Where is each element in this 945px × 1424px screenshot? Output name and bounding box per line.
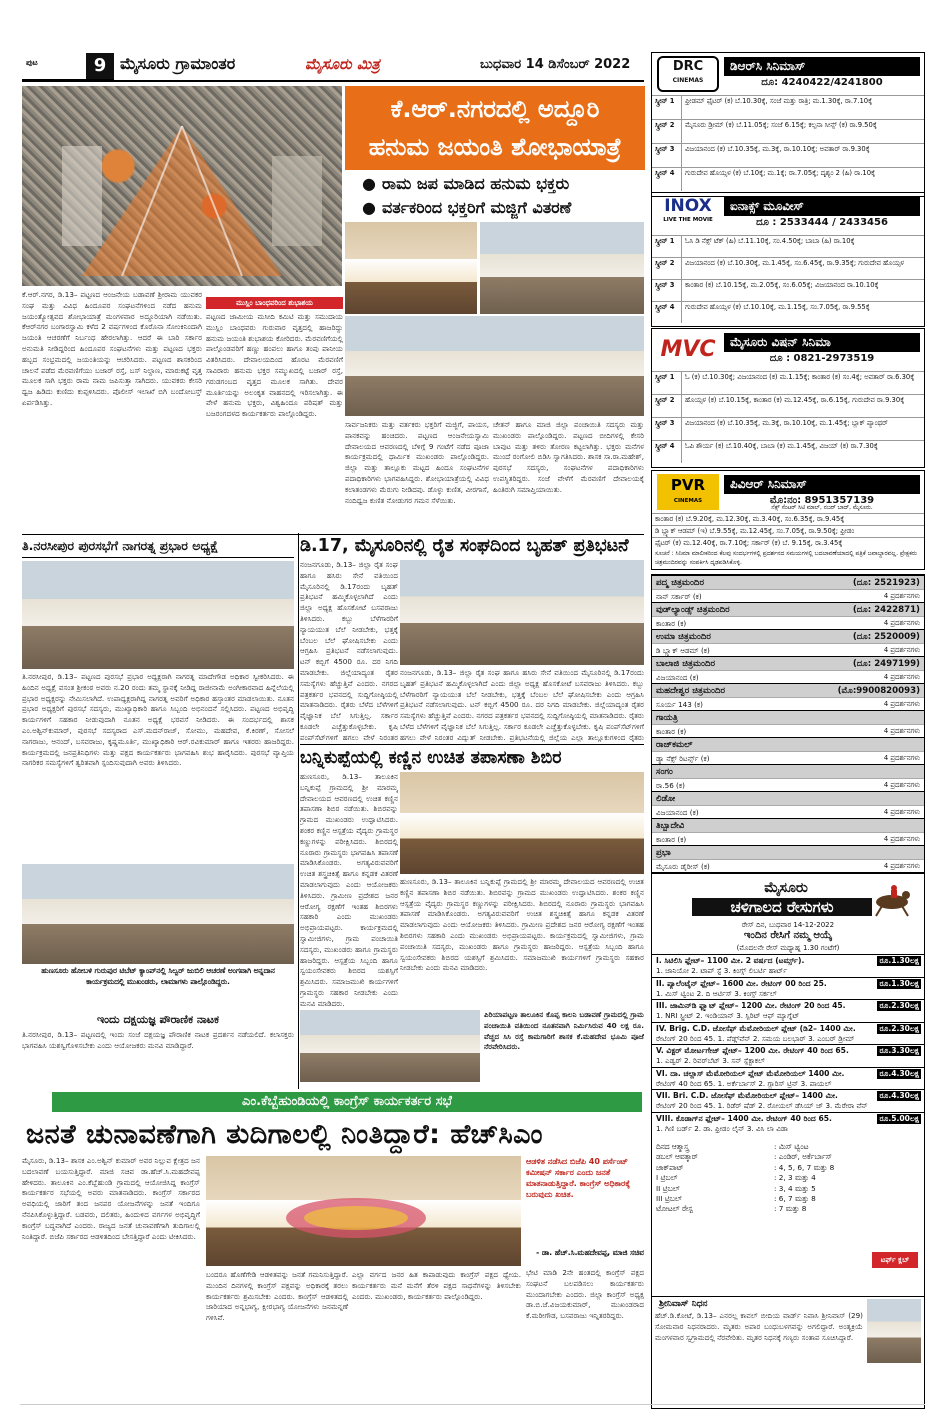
drc-logo-text: DRC <box>672 59 704 74</box>
cinema-pvr <box>651 470 925 570</box>
schedule-row: ಸ್ಕ್ರೀನ್ 2 ವಿಜಯಾನಂದ (ಕ) ಬೆ.10.30ಕ್ಕೆ, ಮ.1.45ಕ್ಕೆ, ಸಂ.6.45ಕ್ಕೆ, ರಾ.9.35ಕ್ಕೆ; ಗುರುದೇವ ಹೊಯ್ಸಳ <box>652 257 924 279</box>
story5-headline: ಇಂದು ದಕ್ಷಯಜ್ಞ ಪೌರಾಣಿಕ ನಾಟಕ <box>97 1013 219 1026</box>
bottom-body-col2: ಬಂದರೂ ಹೊಣೆಗೇಡಿ ಆಡಳಿತವನ್ನು ಜನತೆ ಗಮನಿಸುತ್ತಿದ್ದಾರೆ. ಮುಂದಿನ ದಿನಗಳಲ್ಲಿ ಕಾಂಗ್ರೆಸ್ ಪಕ್ಷವನ್ನು ಅಧಿಕಾರಕ್ಕೆ ತರಲು ಕಾರ್ಯಕರ್ತರು ಶ್ರಮಿಸಬೇಕು ಎಂದರು. ಕಾಂಗ್ರೆಸ್ ಆಡಳಿತದಲ್ಲಿ ಜಾರಿಯಾದ ಅನ್ನಭಾಗ್ಯ, ಕ್ಷೀರಭಾಗ್ಯ ಯೋಜನೆಗಳು ಜನಮನ್ನಣೆ ಗಳಿಸಿವೆ. <box>206 1270 348 1323</box>
race-tip-row: ದಿನದ ಆತ್ಮಾಸ್ತ್ರ : ಮಿಸ್ ಟ್ವಿಂಟ <box>656 1142 809 1151</box>
schedule-row: ಸ್ಕ್ರೀನ್ 4 ಗುರುದೇವ ಹೊಯ್ಸಳ (ಕ) ಬೆ.10ಕ್ಕೆ; ಮ.1ಕ್ಕೆ; ರಾ.7.05ಕ್ಕೆ; ದೃಶ್ಯಂ 2 (ಹಿ) ರಾ.10ಕ್ಕೆ <box>652 167 924 191</box>
race-row: IV. Brig. C.D. ಜೋಸೆಫ್ ಮೆಮೋರಿಯಲ್ ಪ್ಲೇಟ್ (ಡಿ2– 1400 ಮೀ. ರೇಟಿಂಗ್ 20 ರಿಂದ 45. 1. ಪೆಡ್ಲ್‌ವೆನ್ 2. ಸಮಯ ಬಲಭಾರ್ 3. ಎಂಬರ್ ಡ್ರೀಮ್ ರೂ.2.30ಲಕ್ಷ <box>652 1022 924 1045</box>
header-rule <box>22 80 644 82</box>
race-banner: ಇಂದಿನ ರೇಸಿಗೆ ನಮ್ಮ ಆಯ್ಕೆ <box>743 930 833 941</box>
bottom-quote-attribution: - ಡಾ. ಹೆಚ್.ಸಿ.ಮಹದೇವಪ್ಪ, ಮಾಜಿ ಸಚಿವ <box>536 1248 644 1257</box>
inox-schedule <box>652 235 924 323</box>
lead-body-col4: ಚೇತನ್ ಹಾಗೂ ಮಾಜಿ ಜಿಲ್ಲಾ ಪಂಚಾಯಿತಿ ಸದಸ್ಯರು ಮತ್ತು ಮುಖಂಡರು ಪಾಲ್ಗೊಂಡಿದ್ದರು. ಪಟ್ಟಣದ ಬೀದಿಗಳಲ್ಲಿ ಕೇಸರಿ ಬಾವುಟ ಮತ್ತು ತಳಿರು ತೋರಣ ಕಟ್ಟಲಾಗಿತ್ತು. ಭಕ್ತರು ಮನೆಗಳ ಮುಂದೆ ರಂಗೋಲಿ ಬಿಡಿಸಿ ಸ್ವಾಗತಿಸಿದರು. ಶಾಸಕ ಸಾ.ರಾ.ಮಹೇಶ್, ಪುರಸಭೆ ಸದಸ್ಯರು, ಸಂಘಟನೆಗಳ ಪದಾಧಿಕಾರಿಗಳು ಉಪಸ್ಥಿತರಿದ್ದರು. ಸಂಜೆ ವೇಳೆಗೆ ಮೆರವಣಿಗೆ ದೇವಾಲಯಕ್ಕೆ ಹಿಂತಿರುಗಿ ಸಮಾಪ್ತಿಯಾಯಿತು. <box>493 420 644 494</box>
lead-bullet-2: ● ವರ್ತಕರಿಂದ ಭಕ್ತರಿಗೆ ಮಜ್ಜಿಗೆ ವಿತರಣೆ <box>362 196 644 220</box>
mvc-name: ಮೈಸೂರು ವಿಷನ್ ಸಿನಿಮಾ <box>724 333 920 352</box>
lead-photo-group <box>480 222 644 314</box>
race-badge: ಟರ್ಫ್ ಕ್ಲಬ್ <box>872 1252 918 1268</box>
bottom-body-col3: ಎಲ್ಲಾ ವರ್ಗದ ಜನರ ಹಿತ ಕಾಪಾಡುವುದು ಕಾಂಗ್ರೆಸ್ ಪಕ್ಷದ ಧ್ಯೇಯ. ಕಾರ್ಯಕರ್ತರು ಮನೆ ಮನೆಗೆ ತೆರಳಿ ಪಕ್ಷದ ಸಾಧನೆಗಳನ್ನು ತಿಳಿಸಬೇಕು ಎಂದರು. ಮುಖಂಡರು, ಕಾರ್ಯಕರ್ತರು ಪಾಲ್ಗೊಂಡಿದ್ದರು. <box>352 1270 521 1301</box>
story5-body: ತಿ.ನರಸೀಪುರ, ಡಿ.13– ಪಟ್ಟಣದಲ್ಲಿ ಇಂದು ಸಂಜೆ ದಕ್ಷಯಜ್ಞ ಪೌರಾಣಿಕ ನಾಟಕ ಪ್ರದರ್ಶನ ನಡೆಯಲಿದೆ. ಕಲಾಸಕ್ತರು ಭಾಗವಹಿಸಿ ಯಶಸ್ವಿಗೊಳಿಸಬೇಕು ಎಂದು ಆಯೋಜಕರು ಮನವಿ ಮಾಡಿದ್ದಾರೆ. <box>22 1030 294 1050</box>
bottom-photo <box>206 1156 521 1266</box>
race-tip-row: II ಟ್ರಿಬಲ್ : 3, 4 ಮತ್ತು 5 <box>656 1183 816 1193</box>
bottom-body-col4: ಭೇಟಿ ಮಾಡಿ 2ನೇ ಹಂತದಲ್ಲಿ ಕಾಂಗ್ರೆಸ್ ಪಕ್ಷದ ಸಂಘಟನೆ ಬಲಪಡಿಸಲು ಕಾರ್ಯಕರ್ತರು ಮುಂದಾಗಬೇಕು ಎಂದರು. ಜಿಲ್ಲಾ ಕಾಂಗ್ರೆಸ್ ಅಧ್ಯಕ್ಷ ಡಾ.ಬಿ.ಜೆ.ವಿಜಯಕುಮಾರ್, ಮುಖಂಡರಾದ ಕೆ.ಮರೀಗೌಡ, ಬಸವರಾಜು ಇನ್ನಿತರರಿದ್ದರು. <box>526 1268 644 1321</box>
story2-photo <box>22 561 294 669</box>
issue-date: ಬುಧವಾರ 14 ಡಿಸೆಂಬರ್ 2022 <box>480 57 631 72</box>
mvc-phone: ದೂ : 0821-2973519 <box>769 353 875 364</box>
garland-decoration <box>206 1156 521 1266</box>
race-list <box>652 954 924 1134</box>
drc-name: ಡಿಆರ್‌ಸಿ ಸಿನಿಮಾಸ್ <box>724 57 920 76</box>
schedule-row: ಸ್ಕ್ರೀನ್ 4 ಗುರುದೇವ ಹೊಯ್ಸಳ (ಕ) ಬೆ.10.10ಕ್ಕೆ, ಮ.1.15ಕ್ಕೆ, ಸಂ.7.05ಕ್ಕೆ, ರಾ.9.55ಕ್ಕೆ <box>652 301 924 323</box>
cinema-disclaimer: ಸೂಚನೆ : ಸಿನಿಮಾ ಮಾಲೀಕರಿಂದ ಕೆಲವು ಸಂದರ್ಭಗಳಲ್ಲಿ ಪ್ರದರ್ಶನದ ಸಮಯಗಳಲ್ಲಿ ಬದಲಾವಣೆಯಾದಲ್ಲಿ ಪತ್ರಿಕೆ ಜವಾಬ್ದಾರವಲ್ಲ. ಪ್ರೇಕ್ಷಕರು ಚಿತ್ರಮಂದಿರವನ್ನು ಸಂಪರ್ಕಿಸಿ ದೃಢಪಡಿಸಿಕೊಳ್ಳಿ. <box>655 550 918 566</box>
race-tip-row: ಟೋಟಲ್ ರೇಸ್ಟ : 7 ಮತ್ತು 8 <box>656 1204 807 1214</box>
theatre-list <box>651 574 925 873</box>
mvc-logo: MVC <box>660 337 716 362</box>
lead-bullets <box>362 172 644 220</box>
schedule-row: ಸ್ಕ್ರೀನ್ 3 ವಿಜಯಾನಂದ (ಕ) ಬೆ.10.35ಕ್ಕೆ, ಮ.3ಕ್ಕೆ, ರಾ.10.10ಕ್ಕೆ; ಅವತಾರ್ ರಾ.9.30ಕ್ಕೆ <box>652 143 924 167</box>
story2-rule <box>22 557 294 558</box>
story4-photo-stage <box>400 772 644 874</box>
lead-subhead: ಮುಸ್ಲಿಂ ಬಾಂಧವರಿಂದ ಶುಭಾಶಯ <box>206 297 343 309</box>
story4-headline: ಬನ್ನಿಕುಪ್ಪೆಯಲ್ಲಿ ಕಣ್ಣಿನ ಉಚಿತ ತಪಾಸಣಾ ಶಿಬಿರ <box>300 748 562 768</box>
race-row: VII. Bri. C.D. ಜೋಸೆಫ್ ಮೆಮೋರಿಯಲ್ ಪ್ಲೇಟ್– 1400 ಮೀ. ರೇಟಿಂಗ್ 20 ರಿಂದ 45. 1. ರಿಡೆರ್ ಷೆಡ್ 2. ರೋಯಲ್ ಡೆಸಿಯ್ ಜ್ 3. ಮೆರೇರಾ ವೆನ್ ರೂ.4.30ಲಕ್ಷ <box>652 1089 924 1112</box>
schedule-row: ಸ್ಕ್ರೀನ್ 2 ಹೊಯ್ಸಳ (ಕ) ಬೆ.10.15ಕ್ಕೆ, ಕಾಂತಾರ (ಕ) ಮ.12.45ಕ್ಕೆ, ರಾ.6.15ಕ್ಕೆ, ಗುರುದೇವ ರಾ.9.30ಕ್ಕೆ <box>652 394 924 417</box>
schedule-row: ಸ್ಕ್ರೀನ್ 1 ಫ್ರೀಡಮ್ ಫೈಟರ್ (ಕ) ಬೆ.10.30ಕ್ಕೆ, ಸಂಜೆ ಮತ್ತು ರಾತ್ರಿ; ಮ.1.30ಕ್ಕೆ, ರಾ.7.10ಕ್ಕೆ <box>652 95 924 119</box>
schedule-row: ಸ್ಕ್ರೀನ್ 2 ಮೈಸೂರು ಡ್ರೀಮ್ (ಕ) ಬೆ.11.05ಕ್ಕೆ; ಸಂಜೆ 6.15ಕ್ಕೆ; ಕಲ್ಪನಾ ಸೀನ್ಸ್ (ಕ) ರಾ.9.50ಕ್ಕೆ <box>652 119 924 143</box>
drc-logo-sub: CINEMAS <box>672 77 704 84</box>
theatre-mahadeshwara: ಮಹದೇಶ್ವರ ಚಿತ್ರಮಂದಿರ (ಮೊ:9900820093) ಸೂರ್ಯ 143 (ಕ) 4 ಪ್ರದರ್ಶನಗಳು <box>652 683 924 710</box>
theatre-sangam: ಸಂಗಂ ರಾ.56 (ಕ) 4 ಪ್ರದರ್ಶನಗಳು <box>652 764 924 791</box>
lead-photo-devotees <box>345 316 644 416</box>
bottom-body-col1: ಮೈಸೂರು, ಡಿ.13– ಶಾಸಕ ಎಂ.ಅಶ್ವಿನ್ ಕುಮಾರ್ ಅವರ ನಿಲ್ಲುವ ಕ್ಷೇತ್ರದ ಜನ ಬದಲಾವಣೆ ಬಯಸುತ್ತಿದ್ದಾರೆ. ಮಾಜಿ ಸಚಿವ ಡಾ.ಹೆಚ್.ಸಿ.ಮಹದೇವಪ್ಪ ಹೇಳಿದರು. ತಾಲೂಕಿನ ಎಂ.ಕೆಬ್ಬೆಹುಂಡಿ ಗ್ರಾಮದಲ್ಲಿ ಆಯೋಜಿಸಿದ್ದ ಕಾಂಗ್ರೆಸ್ ಕಾರ್ಯಕರ್ತರ ಸಭೆಯಲ್ಲಿ ಅವರು ಮಾತನಾಡಿದರು. ಕಾಂಗ್ರೆಸ್ ಸರ್ಕಾರದ ಅವಧಿಯಲ್ಲಿ ಜಾರಿಗೆ ತಂದ ಜನಪರ ಯೋಜನೆಗಳನ್ನು ಜನತೆ ಇಂದಿಗೂ ನೆನಪಿಸಿಕೊಳ್ಳುತ್ತಿದ್ದಾರೆ. ಬಡವರು, ದಲಿತರು, ಹಿಂದುಳಿದ ವರ್ಗಗಳ ಅಭಿವೃದ್ಧಿಗೆ ಕಾಂಗ್ರೆಸ್ ಬದ್ಧವಾಗಿದೆ ಎಂದರು. ರಾಜ್ಯದ ಜನತೆ ಚುನಾವಣೆಗಾಗಿ ತುದಿಗಾಲಲ್ಲಿ ನಿಂತಿದ್ದಾರೆ. ಬಿಜೆಪಿ ಸರ್ಕಾರದ ಆಡಳಿತದಿಂದ ಬೇಸತ್ತಿದ್ದಾರೆ ಎಂದು ಟೀಕಿಸಿದರು. <box>22 1156 200 1241</box>
theatre-padma: ಪದ್ಮ ಚಿತ್ರಮಂದಿರ (ದೂ: 2521923) ನಾನ್ ಸರ್ಕಾರ್ (ಕ) 4 ಪ್ರದರ್ಶನಗಳು <box>652 575 924 602</box>
pvr-logo-text: PVR <box>670 476 706 494</box>
schedule-row: ಫೈಟರ್ (ಕ) ಮ.12.40ಕ್ಕೆ, ರಾ.7.10ಕ್ಕೆ; ಸರ್ಕಾರ್ (ಕ) ಬೆ. 9.15ಕ್ಕೆ, ರಾ.3.45ಕ್ಕೆ <box>652 537 924 549</box>
pvr-address: ನೆಕ್ಸ್ ಸೆಂಟರ್ ಸಿಟಿ ಮಾಲ್, ನಜರ್ ಬಾದ್, ಮೈಸೂರು. <box>771 505 873 511</box>
pvr-schedule <box>652 513 924 550</box>
inox-logo-text: INOX <box>664 196 712 216</box>
schedule-row: ಸ್ಕ್ರೀನ್ 4 ಓಪಿ ಶೌರ್ಯ (ಕ) ಬೆ.10.40ಕ್ಕೆ, ಬಾಬಾ (ಕ) ಮ.1.45ಕ್ಕೆ, ವಿಜಯ್ (ಕ) ರಾ.7.30ಕ್ಕೆ <box>652 440 924 463</box>
inox-name: ಐನಾಕ್ಸ್ ಮೂವೀಸ್ <box>724 197 920 216</box>
lead-headline-line1: ಕೆ.ಆರ್.ನಗರದಲ್ಲಿ ಅದ್ದೂರಿ <box>390 95 600 123</box>
obituary-photo <box>867 1299 921 1363</box>
drc-logo <box>657 56 719 92</box>
story3-body: ನಂಜನಗೂಡು, ಡಿ.13– ಜಿಲ್ಲಾ ರೈತ ಸಂಘ ಹಾಗೂ ಹಸಿರು ಸೇನೆ ವತಿಯಿಂದ ಮೈಸೂರಿನಲ್ಲಿ ಡಿ.17ರಂದು ಬೃಹತ್ ಪ್ರತಿಭಟನೆ ಹಮ್ಮಿಕೊಳ್ಳಲಾಗಿದೆ ಎಂದು ಜಿಲ್ಲಾ ಅಧ್ಯಕ್ಷ ಹೊಸಕೋಟೆ ಬಸವರಾಜು ತಿಳಿಸಿದರು. ಕಬ್ಬು ಬೆಳೆಗಾರರಿಗೆ ನ್ಯಾಯಯುತ ಬೆಲೆ ನೀಡಬೇಕು, ಭತ್ತಕ್ಕೆ ಬೆಂಬಲ ಬೆಲೆ ಘೋಷಿಸಬೇಕು ಎಂದು ಆಗ್ರಹಿಸಿ ಪ್ರತಿಭಟನೆ ನಡೆಸಲಾಗುವುದು. ಟನ್ ಕಬ್ಬಿಗೆ 4500 ರೂ. ದರ ನಿಗದಿ ಮಾಡಬೇಕು. ಜಿಲ್ಲೆಯಾದ್ಯಂತ ರೈತರ ಸಮಸ್ಯೆಗಳು ಹೆಚ್ಚುತ್ತಿವೆ ಎಂದರು. ನಗರದ ಪತ್ರಕರ್ತರ ಭವನದಲ್ಲಿ ಸುದ್ದಿಗೋಷ್ಠಿಯಲ್ಲಿ ಮಾತನಾಡಿದರು. ರೈತರು ಬೆಳೆದ ಬೆಳೆಗಳಿಗೆ ವೈಜ್ಞಾನಿಕ ಬೆಲೆ ಸಿಗುತ್ತಿಲ್ಲ. ಸರ್ಕಾರ ಕೂಡಲೇ ಎಚ್ಚೆತ್ತುಕೊಳ್ಳಬೇಕು. ಕೃಷಿ ಪಂಪ್‌ಸೆಟ್‌ಗಳಿಗೆ ಹಗಲು ವೇಳೆ ನಿರಂತರ <box>300 560 398 742</box>
lead-body-col2: ಪಟ್ಟಣದ ಜಾಮೀಯ ಮಸೀದಿ ಕಮಿಟಿ ಮತ್ತು ಸಮುದಾಯ ಮುಸ್ಲಿಂ ಬಾಂಧವರು ಗುರುವಾರ ವೃತ್ತದಲ್ಲಿ ಹಾಜರಿದ್ದು ಹನುಮ ಜಯಂತಿ ಶುಭಾಶಯ ಕೋರಿದರು. ಮೆರವಣಿಗೆಯಲ್ಲಿ ಪಾಲ್ಗೊಂಡವರಿಗೆ ಹಣ್ಣು ಹಂಪಲು ಹಾಗೂ ತಂಪು ಪಾನೀಯ ವಿತರಿಸಿದರು. ದೇವಾಲಯದಿಂದ ಹೊರಟ ಮೆರವಣಿಗೆ ಸಾವಿರಾರು ಹನುಮ ಭಕ್ತರ ಸಮ್ಮುಖದಲ್ಲಿ ಬಜಾರ್ ರಸ್ತೆ, ಗರುಡಗಂಬದ ವೃತ್ತದ ಮೂಲಕ ಸಾಗಿತು. ದೇವರ ಮೂರ್ತಿಯನ್ನು ಅಲಂಕೃತ ವಾಹನದಲ್ಲಿ ಇರಿಸಲಾಗಿತ್ತು. ಈ ವೇಳೆ ಹನುಮ ಭಕ್ತರು, ವಿಶ್ವಹಿಂದೂ ಪರಿಷತ್ ಮತ್ತು ಬಜರಂಗದಳದ ಕಾರ್ಯಕರ್ತರು ಪಾಲ್ಗೊಂಡಿದ್ದರು. <box>206 312 343 419</box>
theatre-tibbadevi: ತಿಬ್ಬಾದೇವಿ ಕಾಂತಾರ (ಕ) 4 ಪ್ರದರ್ಶನಗಳು <box>652 818 924 845</box>
story3-headline: ಡಿ.17, ಮೈಸೂರಿನಲ್ಲಿ ರೈತ ಸಂಘದಿಂದ ಬೃಹತ್ ಪ್ರತಿಭಟನೆ <box>300 536 629 556</box>
story2-headline: ತಿ.ನರಸೀಪುರ ಪುರಸಭೆಗೆ ನಾಗರತ್ನ ಪ್ರಭಾರ ಅಧ್ಯಕ್ಷೆ <box>22 538 219 553</box>
schedule-row: ಕಾಂತಾರ (ಕ) ಬೆ.9.20ಕ್ಕೆ, ಮ.12.30ಕ್ಕೆ, ಮ.3.40ಕ್ಕೆ, ಸಂ.6.35ಕ್ಕೆ, ರಾ.9.45ಕ್ಕೆ <box>652 513 924 525</box>
race-tips <box>656 1142 920 1215</box>
drc-schedule <box>652 95 924 191</box>
pvr-logo <box>657 474 719 510</box>
theatre-prabha: ಪ್ರಭಾ ಮೈಸೂರು ಡೈರೀಸ್ (ಕ) 4 ಪ್ರದರ್ಶನಗಳು <box>652 845 924 872</box>
race-tip-row: III ಟ್ರಿಬಲ್ : 6, 7 ಮತ್ತು 8 <box>656 1194 816 1204</box>
story4-body-cont: ಹುಣಸೂರು, ಡಿ.13– ತಾಲೂಕಿನ ಬನ್ನಿಕುಪ್ಪೆ ಗ್ರಾಮದಲ್ಲಿ ಶ್ರೀ ಮಾರಮ್ಮ ದೇವಾಲಯದ ಆವರಣದಲ್ಲಿ ಉಚಿತ ಕಣ್ಣಿನ ತಪಾಸಣಾ ಶಿಬಿರ ನಡೆಯಿತು. ಶಿಬಿರವನ್ನು ಗ್ರಾಮದ ಮುಖಂಡರು ಉದ್ಘಾಟಿಸಿದರು. ಶಂಕರ ಕಣ್ಣಿನ ಆಸ್ಪತ್ರೆಯ ವೈದ್ಯರು ಗ್ರಾಮಸ್ಥರ ಕಣ್ಣುಗಳನ್ನು ಪರೀಕ್ಷಿಸಿದರು. ಶಿಬಿರದಲ್ಲಿ ನೂರಾರು ಗ್ರಾಮಸ್ಥರು ಭಾಗವಹಿಸಿ ತಪಾಸಣೆ ಮಾಡಿಸಿಕೊಂಡರು. ಅಗತ್ಯವಿರುವವರಿಗೆ ಉಚಿತ ಶಸ್ತ್ರಚಿಕಿತ್ಸೆ ಹಾಗೂ ಕನ್ನಡಕ ವಿತರಣೆ ಮಾಡಲಾಗುವುದು ಎಂದು ಆಯೋಜಕರು ತಿಳಿಸಿದರು. ಗ್ರಾಮೀಣ ಪ್ರದೇಶದ ಜನರ ಆರೋಗ್ಯ ರಕ್ಷಣೆಗೆ ಇಂತಹ ಶಿಬಿರಗಳು ಸಹಕಾರಿ ಎಂದು ಮುಖಂಡರು ಅಭಿಪ್ರಾಯಪಟ್ಟರು. ಕಾರ್ಯಕ್ರಮದಲ್ಲಿ ಸ್ವಾಮೀಜಿಗಳು, ಗ್ರಾಮ ಪಂಚಾಯಿತಿ ಸದಸ್ಯರು, ಮುಖಂಡರು ಹಾಗೂ ಗ್ರಾಮಸ್ಥರು ಹಾಜರಿದ್ದರು. ಆಸ್ಪತ್ರೆಯ ಸಿಬ್ಬಂದಿ ಹಾಗೂ ಸ್ವಯಂಸೇವಕರು ಶಿಬಿರದ ಯಶಸ್ಸಿಗೆ ಶ್ರಮಿಸಿದರು. ಸಮಾಜಮುಖಿ ಕಾರ್ಯಗಳಿಗೆ ಗ್ರಾಮಸ್ಥರು ಸಹಕಾರ ನೀಡಬೇಕು ಎಂದು ಮನವಿ ಮಾಡಿದರು. <box>400 877 644 973</box>
bottom-headline: ಜನತೆ ಚುನಾವಣೆಗಾಗಿ ತುದಿಗಾಲಲ್ಲಿ ನಿಂತಿದ್ದಾರೆ: ಹೆಚ್‌ಸಿಎಂ <box>26 1119 543 1150</box>
race-row: VIII. ಕೊಡಾಗ್‌ನ ಫ್ಲೇಟ್– 1400 ಮೀ. ರೇಟಿಂಗ್ 40 ರಿಂದ 65. 1. ಗಿಣಿ ಬರ್ಡ್ 2. ಡಾ. ಫ್ರೀಡಂ ಲೈನ್ 3. ವಿಸಿ ಲಾ ವಿಡಾ ರೂ.5.00ಲಕ್ಷ <box>652 1112 924 1135</box>
section-title: ಮೈಸೂರು ಗ್ರಾಮಾಂತರ <box>120 54 236 73</box>
story2-body: ತಿ.ನರಸೀಪುರ, ಡಿ.13– ಪಟ್ಟಣದ ಪುರಸಭೆ ಪ್ರಭಾರ ಅಧ್ಯಕ್ಷರಾಗಿ ನಾಗರತ್ನ ಮಾದೇಗೌಡ ಅಧಿಕಾರ ಸ್ವೀಕರಿಸಿದರು. ಈ ಹಿಂದಿನ ಅಧ್ಯಕ್ಷೆ ವಸಂತ ಶ್ರೀಕಂಠ ಅವರು ನ.20 ರಂದು ತಮ್ಮ ಸ್ಥಾನಕ್ಕೆ ನೀಡಿದ್ದ ರಾಜೀನಾಮೆ ಅಂಗೀಕಾರವಾದ ಹಿನ್ನೆಲೆಯಲ್ಲಿ ಪ್ರಭಾರ ಅಧ್ಯಕ್ಷರನ್ನು ನೇಮಿಸಲಾಗಿದೆ. ಉಪಾಧ್ಯಕ್ಷರಾಗಿದ್ದ ನಾಗರತ್ನ ಅವರಿಗೆ ಅಧಿಕಾರ ಹಸ್ತಾಂತರ ಮಾಡಲಾಯಿತು. ನೂತನ ಪ್ರಭಾರ ಅಧ್ಯಕ್ಷರಿಗೆ ಪುರಸಭೆ ಸದಸ್ಯರು, ಮುಖ್ಯಾಧಿಕಾರಿ ಹಾಗೂ ಸಿಬ್ಬಂದಿ ಅಭಿನಂದನೆ ಸಲ್ಲಿಸಿದರು. ಪಟ್ಟಣದ ಅಭಿವೃದ್ಧಿ ಕಾರ್ಯಗಳಿಗೆ ಸಹಕಾರ ನೀಡುವುದಾಗಿ ನೂತನ ಅಧ್ಯಕ್ಷೆ ಭರವಸೆ ನೀಡಿದರು. ಈ ಸಂದರ್ಭದಲ್ಲಿ ಶಾಸಕ ಎಂ.ಅಶ್ವಿನ್‌ಕುಮಾರ್, ಪುರಸಭೆ ಸದಸ್ಯರಾದ ಎಸ್.ಮದನ್‌ರಾಜ್, ಸೋಮು, ಮಹದೇವ, ಕೆ.ಕಿರಣ್, ಸೋಸಲೆ ನಾಗರಾಜು, ಆನಂದ್, ಬಸವರಾಜು, ಕೃಷ್ಣಮೂರ್ತಿ, ಮುಖ್ಯಾಧಿಕಾರಿ ಆರ್.ರವಿಕುಮಾರ್ ಹಾಗೂ ಇತರರು ಹಾಜರಿದ್ದರು. ಕಾರ್ಯಕ್ರಮದಲ್ಲಿ ಜನಪ್ರತಿನಿಧಿಗಳು ಮತ್ತು ಪಕ್ಷದ ಕಾರ್ಯಕರ್ತರು ಭಾಗವಹಿಸಿ ಶುಭ ಹಾರೈಸಿದರು. ಪುರಸಭೆ ವ್ಯಾಪ್ತಿಯ ನಾಗರಿಕರ ಸಮಸ್ಯೆಗಳಿಗೆ ತ್ವರಿತವಾಗಿ ಸ್ಪಂದಿಸುವುದಾಗಿ ಅವರು ತಿಳಿಸಿದರು. <box>22 672 294 768</box>
mvc-schedule <box>652 371 924 463</box>
story4-photo-caption: ಪಿರಿಯಾಪಟ್ಟಣ ತಾಲೂಕಿನ ಕೊಪ್ಪ ಕಾಲನಿ ಬಡಾವಣೆ ಗ್ರಾಮದಲ್ಲಿ ಗ್ರಾಮ ಪಂಚಾಯಿತಿ ವತಿಯಿಂದ ನೂತನವಾಗಿ ನಿರ್ಮಿಸಿರುವ 40 ಲಕ್ಷ ರೂ. ವೆಚ್ಚದ ಸಿಸಿ ರಸ್ತೆ ಕಾಮಗಾರಿಗೆ ಶಾಸಕ ಕೆ.ಮಹದೇವ ಭೂಮಿ ಪೂಜೆ ನೆರವೇರಿಸಿದರು. <box>484 1010 644 1052</box>
schedule-row: ಸ್ಕ್ರೀನ್ 1 ಓ (ಕ) ಬೆ.10.30ಕ್ಕೆ; ವಿಜಯಾನಂದ (ಕ) ಮ.1.15ಕ್ಕೆ; ಕಾಂತಾರ (ಕ) ಸಂ.4ಕ್ಕೆ; ಅವತಾರ್ ರಾ.6.30ಕ್ಕೆ <box>652 371 924 394</box>
inox-phone: ದೂ : 2533444 / 2433456 <box>756 217 888 228</box>
pvr-name: ಪಿವಿಆರ್ ಸಿನಿಮಾಸ್ <box>724 475 920 494</box>
theatre-rajkamal: ರಾಜ್‌ಕಮಲ್ ಡ್ಯಾ ನೆಕ್ಸ್‌ ರಿಟರ್ನ್ಸ್ (ಕ) 4 ಪ್ರದರ್ಶನಗಳು <box>652 737 924 764</box>
theatre-lido: ಲಿಡೋ ವಿಜಯಾನಂದ (ಕ) 4 ಪ್ರದರ್ಶನಗಳು <box>652 791 924 818</box>
page-number: 9 <box>86 53 114 79</box>
pvr-phone: ಮೊ:ನಂ: 8951357139 <box>769 495 875 506</box>
race-first-race-note: (ಮೊದಲನೇ ರೇಸ್ ಮಧ್ಯಾಹ್ನ 1.30 ಗಂಟೆಗೆ) <box>736 944 840 952</box>
story5-photo-lamas <box>22 864 294 964</box>
story4-photo-road <box>300 1010 480 1082</box>
schedule-row: ಡಿ ಬ್ಲ್ಯಾಕ್ ಆಡಮ್ (ಇ) ಬೆ.9.55ಕ್ಕೆ, ಮ.12.45ಕ್ಕೆ, ಸಂ.7.05ಕ್ಕೆ, ರಾ.9.50ಕ್ಕೆ; ಫ್ರೀಡಂ <box>652 525 924 537</box>
story3-body-cont: ನಂಜನಗೂಡು, ಡಿ.13– ಜಿಲ್ಲಾ ರೈತ ಸಂಘ ಹಾಗೂ ಹಸಿರು ಸೇನೆ ವತಿಯಿಂದ ಮೈಸೂರಿನಲ್ಲಿ ಡಿ.17ರಂದು ಬೃಹತ್ ಪ್ರತಿಭಟನೆ ಹಮ್ಮಿಕೊಳ್ಳಲಾಗಿದೆ ಎಂದು ಜಿಲ್ಲಾ ಅಧ್ಯಕ್ಷ ಹೊಸಕೋಟೆ ಬಸವರಾಜು ತಿಳಿಸಿದರು. ಕಬ್ಬು ಬೆಳೆಗಾರರಿಗೆ ನ್ಯಾಯಯುತ ಬೆಲೆ ನೀಡಬೇಕು, ಭತ್ತಕ್ಕೆ ಬೆಂಬಲ ಬೆಲೆ ಘೋಷಿಸಬೇಕು ಎಂದು ಆಗ್ರಹಿಸಿ ಪ್ರತಿಭಟನೆ ನಡೆಸಲಾಗುವುದು. ಟನ್ ಕಬ್ಬಿಗೆ 4500 ರೂ. ದರ ನಿಗದಿ ಮಾಡಬೇಕು. ಜಿಲ್ಲೆಯಾದ್ಯಂತ ರೈತರ ಸಮಸ್ಯೆಗಳು ಹೆಚ್ಚುತ್ತಿವೆ ಎಂದರು. ನಗರದ ಪತ್ರಕರ್ತರ ಭವನದಲ್ಲಿ ಸುದ್ದಿಗೋಷ್ಠಿಯಲ್ಲಿ ಮಾತನಾಡಿದರು. ರೈತರು ಬೆಳೆದ ಬೆಳೆಗಳಿಗೆ ವೈಜ್ಞಾನಿಕ ಬೆಲೆ ಸಿಗುತ್ತಿಲ್ಲ. ಸರ್ಕಾರ ಕೂಡಲೇ ಎಚ್ಚೆತ್ತುಕೊಳ್ಳಬೇಕು. ಕೃಷಿ ಪಂಪ್‌ಸೆಟ್‌ಗಳಿಗೆ ಹಗಲು ವೇಳೆ ನಿರಂತರ ವಿದ್ಯುತ್ ನೀಡಬೇಕು. ಪ್ರತಿಭಟನೆಯಲ್ಲಿ ಜಿಲ್ಲೆಯ ಎಲ್ಲಾ ತಾಲ್ಲೂಕುಗಳಿಂದ ರೈತರು <box>400 668 644 742</box>
race-row: V. ವಿಕ್ಟರ್ ಮೋರ್ಟಗೇಜ್ ಪ್ಲೇಟ್– 1200 ಮೀ. ರೇಟಿಂಗ್ 40 ರಿಂದ 65. 1. ಎಡ್ವರ್ 2. ರಿವರ್‌ಬೆಟ್ 3. ಸನ್ ಸ್ಪೆಕ್ಟಾಕಲ್ ರೂ.3.30ಲಕ್ಷ <box>652 1044 924 1067</box>
race-tip-row: ಜಾಕ್‌ಪಾಟ್ : 4, 5, 6, 7 ಮತ್ತು 8 <box>656 1162 835 1172</box>
page-label: ಪುಟ <box>26 58 38 67</box>
theatre-gayatri: ಗಾಯತ್ರಿ ಕಾಂತಾರ (ಕ) 4 ಪ್ರದರ್ಶನಗಳು <box>652 710 924 737</box>
page-bottom-rule <box>20 1404 925 1405</box>
lead-bullet-1: ● ರಾಮ ಜಪ ಮಾಡಿದ ಹನುಮ ಭಕ್ತರು <box>362 172 644 196</box>
cinema-inox <box>651 192 925 327</box>
inox-logo <box>657 196 719 232</box>
bottom-kicker: ಎಂ.ಕೆಬ್ಬೆಹುಂಡಿಯಲ್ಲಿ ಕಾಂಗ್ರೆಸ್ ಕಾರ್ಯಕರ್ತರ ಸಭೆ <box>52 1092 642 1112</box>
race-row: VI. ದಾ. ಚಲ್ಲಾಸ್ ಮೆಮೋರಿಯಲ್ ಪ್ಲೇಟ್ ಮೆಮೋರಿಯಲ್ 1400 ಮೀ. ರೇಟಿಂಗ್ 40 ರಿಂದ 65. 1. ಅರ್ಕೆರ್ಬಾಸ್ 2. ಗ್ಲಾರಿಸ್ ಟ್ರಿನ್ 3. ಪಾಯಲ್ ರೂ.4.30ಲಕ್ಷ <box>652 1067 924 1090</box>
procession-decoration <box>22 86 342 286</box>
race-subtitle: ಚಳಿಗಾಲದ ರೇಸುಗಳು <box>692 898 872 916</box>
obituary-body: ಹೆಚ್.ಡಿ.ಕೋಟೆ, ಡಿ.13– ಎನರಲ್ಲ ಕಾವಲ್ ಬೀದಿಯ ವಾರ್ಡ್ ನಿವಾಸಿ ಶ್ರೀನಿವಾಸ್ (29) ಸೋಮವಾರ ನಿಧನರಾದರು. ಮೃತರು ಅಪಾರ ಬಂಧುಬಳಗವನ್ನು ಅಗಲಿದ್ದಾರೆ. ಅಂತ್ಯಕ್ರಿಯೆ ಮಂಗಳವಾರ ಸ್ವಗ್ರಾಮದಲ್ಲಿ ನೆರವೇರಿತು. ಮೃತರ ನಿಧನಕ್ಕೆ ಗಣ್ಯರು ಸಂತಾಪ ಸೂಚಿಸಿದ್ದಾರೆ. <box>655 1311 863 1342</box>
story4-body: ಹುಣಸೂರು, ಡಿ.13– ತಾಲೂಕಿನ ಬನ್ನಿಕುಪ್ಪೆ ಗ್ರಾಮದಲ್ಲಿ ಶ್ರೀ ಮಾರಮ್ಮ ದೇವಾಲಯದ ಆವರಣದಲ್ಲಿ ಉಚಿತ ಕಣ್ಣಿನ ತಪಾಸಣಾ ಶಿಬಿರ ನಡೆಯಿತು. ಶಿಬಿರವನ್ನು ಗ್ರಾಮದ ಮುಖಂಡರು ಉದ್ಘಾಟಿಸಿದರು. ಶಂಕರ ಕಣ್ಣಿನ ಆಸ್ಪತ್ರೆಯ ವೈದ್ಯರು ಗ್ರಾಮಸ್ಥರ ಕಣ್ಣುಗಳನ್ನು ಪರೀಕ್ಷಿಸಿದರು. ಶಿಬಿರದಲ್ಲಿ ನೂರಾರು ಗ್ರಾಮಸ್ಥರು ಭಾಗವಹಿಸಿ ತಪಾಸಣೆ ಮಾಡಿಸಿಕೊಂಡರು. ಅಗತ್ಯವಿರುವವರಿಗೆ ಉಚಿತ ಶಸ್ತ್ರಚಿಕಿತ್ಸೆ ಹಾಗೂ ಕನ್ನಡಕ ವಿತರಣೆ ಮಾಡಲಾಗುವುದು ಎಂದು ಆಯೋಜಕರು ತಿಳಿಸಿದರು. ಗ್ರಾಮೀಣ ಪ್ರದೇಶದ ಜನರ ಆರೋಗ್ಯ ರಕ್ಷಣೆಗೆ ಇಂತಹ ಶಿಬಿರಗಳು ಸಹಕಾರಿ ಎಂದು ಮುಖಂಡರು ಅಭಿಪ್ರಾಯಪಟ್ಟರು. ಕಾರ್ಯಕ್ರಮದಲ್ಲಿ ಸ್ವಾಮೀಜಿಗಳು, ಗ್ರಾಮ ಪಂಚಾಯಿತಿ ಸದಸ್ಯರು, ಮುಖಂಡರು ಹಾಗೂ ಗ್ರಾಮಸ್ಥರು ಹಾಜರಿದ್ದರು. ಆಸ್ಪತ್ರೆಯ ಸಿಬ್ಬಂದಿ ಹಾಗೂ ಸ್ವಯಂಸೇವಕರು ಶಿಬಿರದ ಯಶಸ್ಸಿಗೆ ಶ್ರಮಿಸಿದರು. ಸಮಾಜಮುಖಿ ಕಾರ್ಯಗಳಿಗೆ ಗ್ರಾಮಸ್ಥರು ಸಹಕಾರ ನೀಡಬೇಕು ಎಂದು ಮನವಿ ಮಾಡಿದರು. <box>300 772 398 1008</box>
schedule-row: ಸ್ಕ್ರೀನ್ 3 ಕಾಂತಾರ (ಕ) ಬೆ.10.15ಕ್ಕೆ, ಮ.2.05ಕ್ಕೆ, ಸಂ.6.05ಕ್ಕೆ; ವಿಜಯಾನಂದ ರಾ.10.10ಕ್ಕೆ <box>652 279 924 301</box>
lead-headline-line2: ಹನುಮ ಜಯಂತಿ ಶೋಭಾಯಾತ್ರೆ <box>368 133 622 161</box>
lead-body-col1: ಕೆ.ಆರ್.ನಗರ, ಡಿ.13– ಪಟ್ಟಣದ ಆಂಜನೇಯ ಬಡಾವಣೆ ಶ್ರೀರಾಮ ಯುವಕರ ಸಂಘ ಮತ್ತು ವಿವಿಧ ಹಿಂದೂಪರ ಸಂಘಟನೆಗಳಿಂದ ನಡೆದ ಹನುಮ ಜಯಂತ್ಯೋತ್ಸವದ ಶೋಭಾಯಾತ್ರೆ ಮಂಗಳವಾರ ಅದ್ದೂರಿಯಾಗಿ ನಡೆಯಿತು. ಕೆಆರ್‌ನಗರ ಬಂಗಾರಸ್ವಾಮಿ ಕಳೆದ 2 ವರ್ಷಗಳಿಂದ ಕೊರೊನಾ ಸೋಂಕಿನಿಂದಾಗಿ ಜಯಂತಿ ಆಚರಣೆಗೆ ನಿರ್ಬಂಧ ಹೇರಲಾಗಿತ್ತು. ಆದರೆ ಈ ಬಾರಿ ಸರ್ಕಾರ ಅನುಮತಿ ನೀಡಿದ್ದರಿಂದ ಹಿಂದೂಪರ ಸಂಘಟನೆಗಳು ಮತ್ತು ಪಟ್ಟಣದ ಭಕ್ತರು ಹಬ್ಬದ ಸಂಭ್ರಮದಲ್ಲಿ ಜಯಂತಿಯನ್ನು ಆಚರಿಸಿದರು. ಪಟ್ಟಣದ ಶಾಸಕರಿಂದ ಚಾಲನೆ ಪಡೆದ ಮೆರವಣಿಗೆಯು ಬಜಾರ್ ರಸ್ತೆ, ಬಸ್ ನಿಲ್ದಾಣ, ಮಾರುಕಟ್ಟೆ ವೃತ್ತ ಮೂಲಕ ಸಾಗಿ ಭಕ್ತರು ರಾಮ ನಾಮ ಜಪಿಸುತ್ತಾ ಸಾಗಿದರು. ಯುವಕರು ಕೇಸರಿ ಧ್ವಜ ಹಿಡಿದು ಕುಣಿದು ಕುಪ್ಪಳಿಸಿದರು. ಪೊಲೀಸ್ ಇಲಾಖೆ ಬಿಗಿ ಬಂದೋಬಸ್ತ್ ಏರ್ಪಡಿಸಿತ್ತು. <box>22 290 202 407</box>
obituary-headline: ಶ್ರೀನಿವಾಸ್ ನಿಧನ <box>659 1299 708 1309</box>
theatre-uma: ಉಮಾ ಚಿತ್ರಮಂದಿರ (ದೂ: 2520009) ಡಿ ಬ್ಲ್ಯಾಕ್ ಆಡಮ್ (ಕ) 4 ಪ್ರದರ್ಶನಗಳು <box>652 629 924 656</box>
drc-phone: ದೂ: 4240422/4241800 <box>761 77 883 88</box>
lead-body-col3: ಸಾರ್ವಜನಿಕರು ಮತ್ತು ವರ್ತಕರು ಭಕ್ತರಿಗೆ ಮಜ್ಜಿಗೆ, ಪಾಯಸ, ಪಾನಕವನ್ನು ಹಂಚಿದರು. ಪಟ್ಟಣದ ಆಂಜನೇಯಸ್ವಾಮಿ ದೇವಾಲಯದ ಆವರಣದಲ್ಲಿ ಬೆಳಿಗ್ಗೆ 9 ಗಂಟೆಗೆ ನಡೆದ ಪೂಜಾ ಕಾರ್ಯಕ್ರಮದಲ್ಲಿ ಧಾರ್ಮಿಕ ಮುಖಂಡರು ಪಾಲ್ಗೊಂಡಿದ್ದರು. ಜಿಲ್ಲಾ ಮತ್ತು ತಾಲ್ಲೂಕು ಮಟ್ಟದ ಹಿಂದೂ ಸಂಘಟನೆಗಳ ಪದಾಧಿಕಾರಿಗಳು ಭಾಗವಹಿಸಿದ್ದರು. ಶೋಭಾಯಾತ್ರೆಯಲ್ಲಿ ವಿವಿಧ ಕಲಾತಂಡಗಳು ಮೆರುಗು ನೀಡಿದವು. ಡೊಳ್ಳು ಕುಣಿತ, ವೀರಗಾಸೆ, ನಂದಿಧ್ವಜ ಕುಣಿತ ನೋಡುಗರ ಗಮನ ಸೆಳೆಯಿತು. <box>345 420 489 505</box>
theatre-balaji: ಬಾಲಾಜಿ ಚಿತ್ರಮಂದಿರ (ದೂ: 2497199) ವಿಜಯಾನಂದ (ಕ) 4 ಪ್ರದರ್ಶನಗಳು <box>652 656 924 683</box>
lead-headline <box>345 90 645 166</box>
race-tip-row: I ಟ್ರಿಬಲ್ : 2, 3 ಮತ್ತು 4 <box>656 1173 816 1183</box>
cinema-drc <box>651 52 925 197</box>
horse-rider-icon <box>868 878 916 918</box>
obituary <box>651 1296 925 1409</box>
bottom-quote: ಆಡಳಿತ ನಡೆಸಿದ ಬಿಜೆಪಿ 40 ಪರ್ಸೆಂಟ್ ಕಮೀಷನ್ ಸರ್ಕಾರ ಎಂದು ಜನತೆ ಮಾತನಾಡುತ್ತಿದ್ದಾರೆ. ಕಾಂಗ್ರೆಸ್ ಅಧಿಕಾರಕ್ಕೆ ಬರುವುದು ಖಚಿತ. <box>526 1157 630 1199</box>
story5-photo-caption: ಹುಣಸೂರು ಹೋಬಳಿ ಗುರುಪುರ ಟಿಬೆಟ್ ಕ್ಯಾಂಪ್‌ನಲ್ಲಿ ಸಿಲ್ವರ್ ಜುಬಿಲಿ ಆಚರಣೆ ಅಂಗವಾಗಿ ಅನ್ನದಾನ ಕಾರ್ಯಕ್ರಮದಲ್ಲಿ ಮುಖಂಡರು, ಲಾಮಾಗಳು ಪಾಲ್ಗೊಂಡಿದ್ದರು. <box>41 966 275 986</box>
race-row: II. ಪ್ಯಾಲೆಂಟೈನ್ ಫ್ಲೇಟ್– 1600 ಮೀ. ರೇಟಿಂಗ್ 00 ರಿಂದ 25. 1. ಮಿಸ್ ಟ್ವಿಂಟ 2. ದಿ ಆರ್ಟಿಸ್ 3. ಕಿಂಗ್ಸ್ ಸರ್ಕಲ್ ರೂ.1.30ಲಕ್ಷ <box>652 977 924 1000</box>
race-tip-row: ಡಬಲ್ ಆವತ್ಕಾರ್ : ಎಂಡಿರ್, ಅರ್ಕೆರ್ಬಾಸ್ <box>656 1152 832 1162</box>
cinema-mvc <box>651 328 925 468</box>
story3-photo <box>400 560 644 665</box>
lead-photo-crowd <box>22 86 342 286</box>
lead-photo-temple <box>345 222 477 314</box>
race-row: I. ಸಿಟಿಲಿಸಿ ಫ್ಲೇಟ್– 1100 ಮೀ. 2 ವರ್ಷದ (ಟರ್ಮ್ಸ್). 1. ಜಾನಿಯೋ 2. ಟಾಪ್ ಸ್ಟೆ 3. ಕಿಂಗ್ಸ್ ಲಿಬರ್ಟಿ ಹಾರ್ಟ್ ರೂ.1.30ಲಕ್ಷ <box>652 954 924 977</box>
theatre-woodlands: ವುಡ್‌ಲ್ಯಾಂಡ್ಸ್ ಚಿತ್ರಮಂದಿರ (ದೂ: 2422871) ಕಾಂತಾರ (ಕ) 4 ಪ್ರದರ್ಶನಗಳು <box>652 602 924 629</box>
masthead-logo: ಮೈಸೂರು ಮಿತ್ರ <box>305 55 380 73</box>
race-title: ಮೈಸೂರು <box>764 880 808 896</box>
race-row: III. ಜಾಮಿನ್‌ಡಿ ಫ್ಲ್ಯಾಟ್ ಪ್ಲೇಟ್– 1200 ಮೀ. ರೇಟಿಂಗ್ 20 ರಿಂದ 45. 1. NRI ಸ್ಟ್ರೀಟ್ 2. ಇಂಡಿಯಾನ್ 3. ಸ್ಪಿರಿಟ್ ಆಫ್ ಮ್ಯಾಗ್ನೆಟ್ ರೂ.2.30ಲಕ್ಷ <box>652 999 924 1022</box>
schedule-row: ಸ್ಕ್ರೀನ್ 1 ಓಸಿ ಡಿ ನೆಕ್ಸ್ ಟೆಕ್ (ಹಿ) ಬೆ.11.10ಕ್ಕೆ, ಸಂ.4.50ಕ್ಕೆ; ಬಾಬಾ (ಹಿ) ರಾ.10ಕ್ಕೆ <box>652 235 924 257</box>
col-divider <box>298 533 299 1089</box>
schedule-row: ಸ್ಕ್ರೀನ್ 3 ವಿಜಯಾನಂದ (ಕ) ಬೆ.10.35ಕ್ಕೆ, ಮ.3ಕ್ಕೆ, ರಾ.10.10ಕ್ಕೆ, ಮ.1.45ಕ್ಕೆ; ಬ್ಲಾಕ್ ಪ್ಯಾಂಥರ್ <box>652 417 924 440</box>
pvr-logo-sub: CINEMAS <box>673 498 703 504</box>
rule-2 <box>300 744 644 745</box>
race-date: ರೇಸ್ ದಿನ, ಬುಧವಾರ 14-12-2022 <box>741 921 835 929</box>
inox-logo-sub: LIVE THE MOVIE <box>663 217 713 223</box>
